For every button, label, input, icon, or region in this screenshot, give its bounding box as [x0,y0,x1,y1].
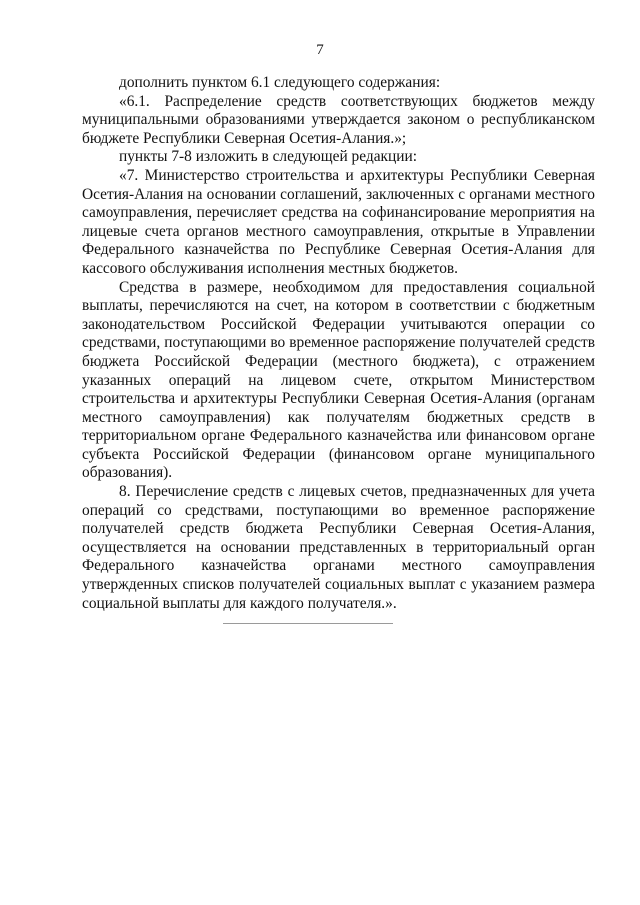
paragraph-clause-8: 8. Перечисление средств с лицевых счетов, предназначенных для учета операций со средствами, поступающими во временное распоряжение получателей средств бюджета Республики Северная Осетия-Алания, осуществляется на основании представленных в территориальный орган Федерального казначейства органами местного самоуправления утвержденных списков получателей социальных выплат с указанием размера социальной выплаты для каждого получателя.». [82,483,595,612]
paragraph-clause-6-1: «6.1. Распределение средств соответствующих бюджетов между муниципальными образованиями утверждается законом о республиканском бюджете Республики Северная Осетия-Алания.»; [82,92,595,147]
paragraph-intro-6-1: дополнить пунктом 6.1 следующего содержания: [119,74,441,91]
paragraph-clause-7: «7. Министерство строительства и архитектуры Республики Северная Осетия-Алания на основании соглашений, заключенных с органами местного самоуправления, перечисляет средства на софинансирование мероприятия на лицевые счета органов местного самоуправления, открытые в Управлении Федерального казначейства по Республике Северная Осетия-Алания для кассового обслуживания исполнения местных бюджетов. [82,166,595,277]
page-number: 7 [316,42,324,58]
document-body [82,74,595,613]
paragraph-intro-7-8: пункты 7-8 изложить в следующей редакции: [119,148,417,166]
end-separator-line [223,623,393,624]
paragraph-funds-transfer: Средства в размере, необходимом для предоставления социальной выплаты, перечисляются на счет, на котором в соответствии с бюджетным законодательством Российской Федерации учитываются операции со средствами, поступающими во временное распоряжение получателей средств бюджета Российской Федерации (местного бюджета), с отражением указанных операций на лицевом счете, открытом Министерством строительства и архитектуры Республики Северная Осетия-Алания (органам местного самоуправления) как получателям бюджетных средств в территориальном органе Федерального казначейства или финансовом органе субъекта Российской Федерации (финансовом органе муниципального образования). [82,278,595,482]
